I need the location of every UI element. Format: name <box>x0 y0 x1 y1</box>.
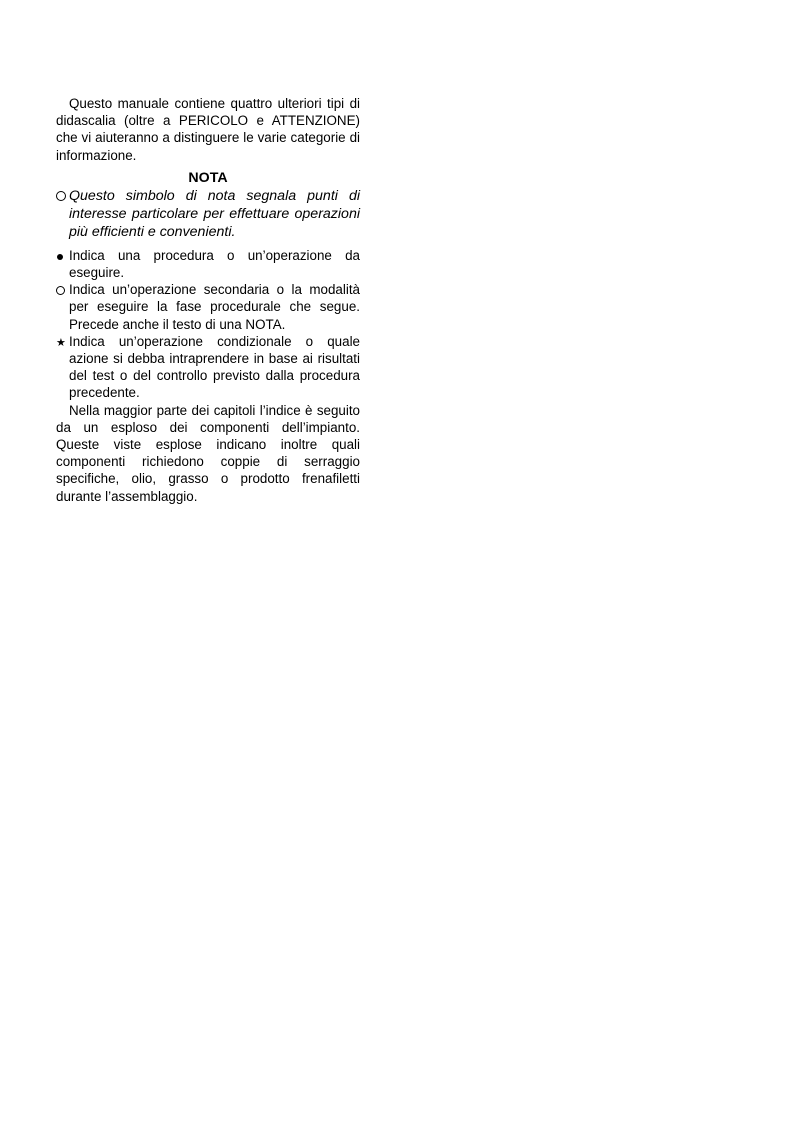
intro-paragraph: Questo manuale contiene quattro ulteriori tipi di didascalia (oltre a PERICOLO e ATTENZIONE) che vi aiuteranno a distinguere le varie categorie di informazione. <box>56 96 360 163</box>
list-item-text: Indica una procedura o un’operazione da eseguire. <box>69 247 360 281</box>
text-column <box>56 95 360 505</box>
filled-circle-icon <box>56 247 69 264</box>
hollow-circle-icon <box>56 281 69 299</box>
list-item-procedure <box>56 247 360 281</box>
list-item-secondary <box>56 281 360 333</box>
list-item-text: Indica un’operazione condizionale o quale azione si debba intraprendere in base ai risultati del test o del controllo previsto dalla procedura precedente. <box>69 333 360 401</box>
hollow-circle-icon <box>56 187 69 206</box>
list-item-text: Indica un’operazione secondaria o la modalità per eseguire la fase procedurale che segue. Precede anche il testo di una NOTA. <box>69 282 360 332</box>
note-heading: NOTA <box>188 169 228 186</box>
list-item-conditional <box>56 333 360 402</box>
symbol-list <box>56 247 360 402</box>
closing-paragraph: Nella maggior parte dei capitoli l’indice è seguito da un esploso dei componenti dell’impianto. Queste viste esplose indicano inoltre quali componenti richiedono coppie di serraggio specifiche, olio, grasso o prodotto frenafiletti durante l’assemblaggio. <box>56 402 360 504</box>
star-icon: ★ <box>56 336 66 349</box>
note-item <box>56 187 360 241</box>
note-text: Questo simbolo di nota segnala punti di interesse particolare per effettuare operazioni più efficienti e convenienti. <box>69 187 360 240</box>
